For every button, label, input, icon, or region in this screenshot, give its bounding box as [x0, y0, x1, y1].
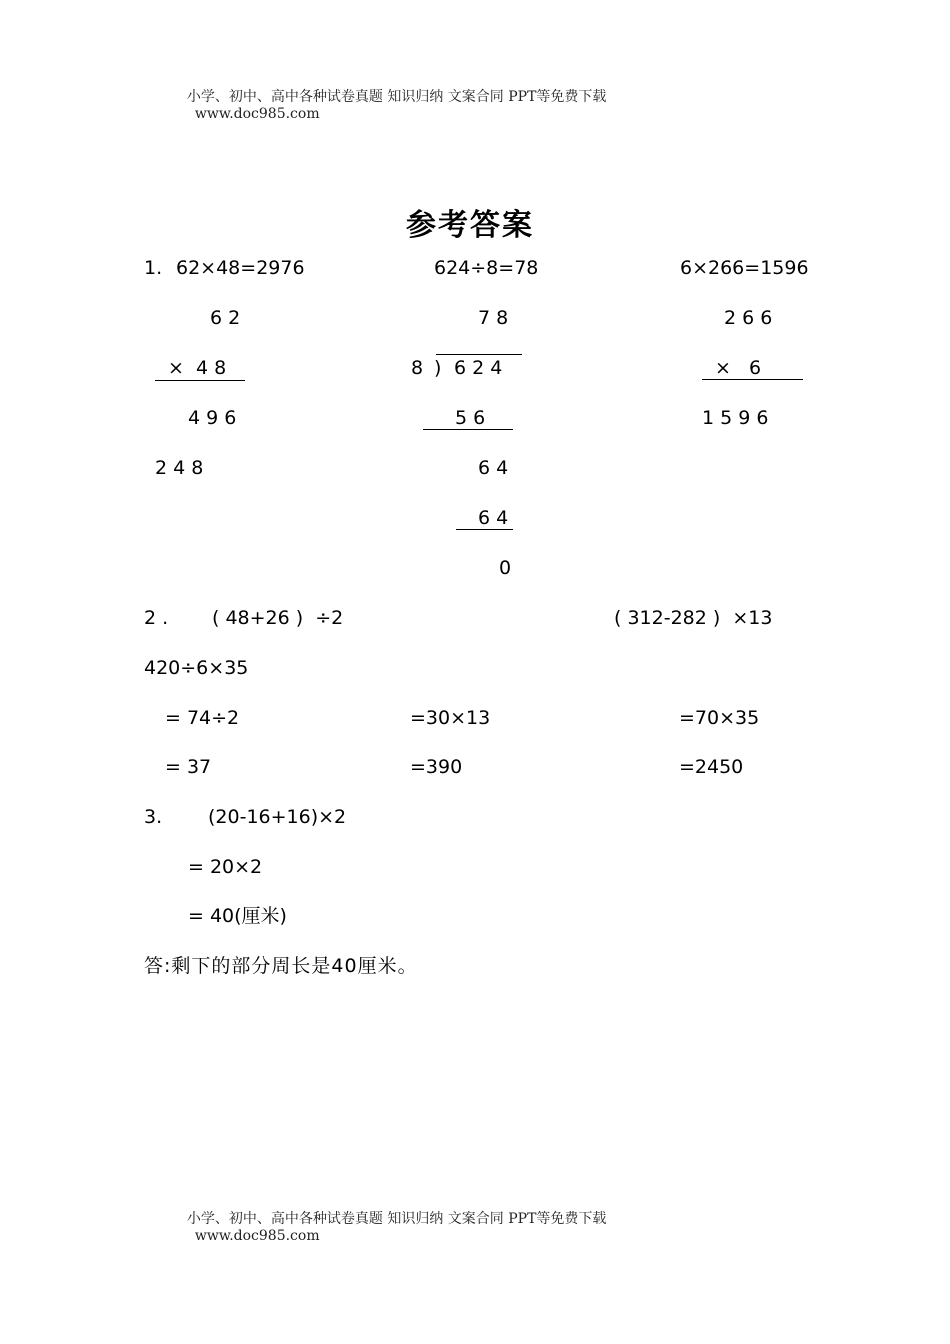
page-footer: [178, 1192, 606, 1244]
div-dividend: 6 2 4: [454, 357, 503, 379]
q3-expression: (20-16+16)×2: [208, 806, 347, 828]
q1-equation-3: 6×266=1596: [680, 257, 809, 279]
q2-expression-3: 420÷6×35: [144, 657, 249, 679]
q3-number: 3.: [144, 806, 163, 828]
page-title: 参考答案: [406, 208, 534, 243]
page-header: [178, 70, 606, 122]
q2-step-3b: =2450: [679, 756, 744, 778]
mul1-operator: × 4 8: [168, 357, 227, 379]
mul1-top: 6 2: [210, 307, 241, 329]
q3-step-2: = 40(厘米): [188, 905, 287, 927]
q2-step-1b: = 37: [165, 756, 212, 778]
div-quotient: 7 8: [478, 307, 509, 329]
q2-step-3a: =70×35: [679, 707, 760, 729]
div-bracket: ): [434, 357, 442, 379]
div-rule-2: [456, 529, 513, 530]
q1-equation-2: 624÷8=78: [434, 257, 539, 279]
mul1-partial-2: 2 4 8: [155, 457, 204, 479]
div-subtract-2: 6 4: [478, 507, 509, 529]
div-overline: [436, 354, 522, 355]
q2-step-2b: =390: [410, 756, 463, 778]
q1-number: 1.: [144, 257, 163, 279]
div-subtract-1: 5 6: [455, 407, 486, 429]
q1-equation-1: 62×48=2976: [176, 257, 305, 279]
div-remainder-1: 6 4: [478, 457, 509, 479]
mul1-rule: [155, 380, 245, 381]
q2-number: 2 .: [144, 607, 169, 629]
mul1-partial-1: 4 9 6: [188, 407, 237, 429]
div-remainder-2: 0: [499, 557, 512, 579]
footer-site: www.doc985.com: [194, 1228, 320, 1244]
header-site: www.doc985.com: [194, 106, 320, 122]
div-rule-1: [423, 429, 513, 430]
q3-answer: 答:剩下的部分周长是40厘米。: [144, 955, 418, 977]
mul2-rule: [702, 379, 803, 380]
mul2-result: 1 5 9 6: [702, 407, 769, 429]
q2-expression-2: ( 312-282 ) ×13: [614, 607, 773, 629]
header-text: 小学、初中、高中各种试卷真题 知识归纳 文案合同 PPT等免费下载: [186, 89, 607, 105]
div-divisor: 8: [411, 357, 424, 379]
q2-step-2a: =30×13: [410, 707, 491, 729]
q2-step-1a: = 74÷2: [165, 707, 240, 729]
mul2-operator: × 6: [715, 357, 762, 379]
q3-step-1: = 20×2: [188, 856, 263, 878]
mul2-top: 2 6 6: [724, 307, 773, 329]
q2-expression-1: ( 48+26 ) ÷2: [212, 607, 344, 629]
footer-text: 小学、初中、高中各种试卷真题 知识归纳 文案合同 PPT等免费下载: [186, 1211, 607, 1227]
